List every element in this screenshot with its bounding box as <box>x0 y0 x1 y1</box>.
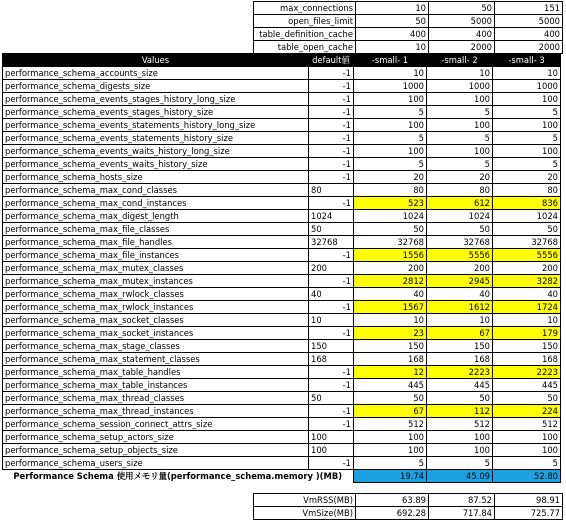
setting-value: 10 <box>356 2 429 15</box>
small-value: 5 <box>354 457 427 470</box>
table-row <box>3 106 561 119</box>
table-row <box>3 314 561 327</box>
small-value: 40 <box>493 288 561 301</box>
default-value: -1 <box>309 301 354 314</box>
small-value: 80 <box>427 184 493 197</box>
table-row <box>3 171 561 184</box>
variable-name: performance_schema_max_stage_classes <box>3 340 309 353</box>
default-value: -1 <box>309 67 354 80</box>
table-row <box>3 145 561 158</box>
performance-schema-table <box>2 53 561 483</box>
setting-value: 400 <box>495 28 563 41</box>
variable-name: performance_schema_max_table_instances <box>3 379 309 392</box>
default-value: 32768 <box>309 236 354 249</box>
column-header: -small- 2 <box>427 54 493 67</box>
table-row <box>3 353 561 366</box>
small-value: 2223 <box>427 366 493 379</box>
table-row <box>3 405 561 418</box>
memory-row <box>254 494 563 507</box>
setting-label: table_definition_cache <box>254 28 356 41</box>
setting-row <box>254 15 563 28</box>
setting-value: 2000 <box>495 41 563 54</box>
small-value: 32768 <box>427 236 493 249</box>
setting-value: 151 <box>495 2 563 15</box>
column-header: default値 <box>309 54 354 67</box>
header-row <box>3 54 561 67</box>
memory-row <box>254 507 563 520</box>
server-settings-table <box>253 1 563 54</box>
small-value: 100 <box>427 444 493 457</box>
table-row <box>3 340 561 353</box>
small-value: 200 <box>493 262 561 275</box>
default-value: -1 <box>309 249 354 262</box>
small-value: 5 <box>427 132 493 145</box>
table-row <box>3 379 561 392</box>
small-value: 2945 <box>427 275 493 288</box>
main-table-body <box>3 67 561 483</box>
small-value: 20 <box>493 171 561 184</box>
variable-name: performance_schema_events_statements_history_long_size <box>3 119 309 132</box>
default-value: 100 <box>309 431 354 444</box>
variable-name: performance_schema_max_mutex_classes <box>3 262 309 275</box>
small-value: 67 <box>354 405 427 418</box>
variable-name: performance_schema_max_rwlock_instances <box>3 301 309 314</box>
variable-name: performance_schema_events_stages_history_long_size <box>3 93 309 106</box>
small-value: 20 <box>354 171 427 184</box>
setting-value: 400 <box>356 28 429 41</box>
default-value: -1 <box>309 405 354 418</box>
small-value: 512 <box>354 418 427 431</box>
variable-name: performance_schema_max_file_classes <box>3 223 309 236</box>
column-header: -small- 3 <box>493 54 561 67</box>
default-value: -1 <box>309 457 354 470</box>
memory-value: 725.77 <box>495 507 563 520</box>
setting-row <box>254 28 563 41</box>
small-value: 150 <box>493 340 561 353</box>
table-row <box>3 80 561 93</box>
small-value: 23 <box>354 327 427 340</box>
default-value: -1 <box>309 275 354 288</box>
small-value: 100 <box>354 93 427 106</box>
setting-value: 2000 <box>429 41 495 54</box>
memory-usage-body <box>254 494 563 520</box>
small-value: 5 <box>427 106 493 119</box>
small-value: 150 <box>354 340 427 353</box>
memory-label: VmRSS(MB) <box>254 494 356 507</box>
small-value: 100 <box>493 431 561 444</box>
small-value: 836 <box>493 197 561 210</box>
small-value: 200 <box>427 262 493 275</box>
small-value: 168 <box>354 353 427 366</box>
variable-name: performance_schema_events_stages_history_size <box>3 106 309 119</box>
setting-row <box>254 2 563 15</box>
memory-summary-value: 52.80 <box>493 470 561 483</box>
small-value: 10 <box>354 314 427 327</box>
memory-value: 717.84 <box>429 507 495 520</box>
small-value: 1000 <box>427 80 493 93</box>
small-value: 168 <box>493 353 561 366</box>
variable-name: performance_schema_max_socket_instances <box>3 327 309 340</box>
default-value: -1 <box>309 119 354 132</box>
default-value: -1 <box>309 93 354 106</box>
default-value: 80 <box>309 184 354 197</box>
small-value: 168 <box>427 353 493 366</box>
memory-value: 692.28 <box>356 507 429 520</box>
table-row <box>3 223 561 236</box>
table-row <box>3 457 561 470</box>
default-value: -1 <box>309 171 354 184</box>
setting-value: 400 <box>429 28 495 41</box>
small-value: 40 <box>354 288 427 301</box>
table-row <box>3 431 561 444</box>
variable-name: performance_schema_max_mutex_instances <box>3 275 309 288</box>
small-value: 1024 <box>427 210 493 223</box>
small-value: 2223 <box>493 366 561 379</box>
small-value: 10 <box>493 314 561 327</box>
table-row <box>3 119 561 132</box>
default-value: -1 <box>309 327 354 340</box>
memory-usage-table <box>253 493 563 520</box>
small-value: 50 <box>354 223 427 236</box>
default-value: -1 <box>309 145 354 158</box>
small-value: 445 <box>427 379 493 392</box>
column-header: Values <box>3 54 309 67</box>
small-value: 5 <box>493 132 561 145</box>
variable-name: performance_schema_max_cond_instances <box>3 197 309 210</box>
small-value: 12 <box>354 366 427 379</box>
server-settings-body <box>254 2 563 54</box>
small-value: 10 <box>493 67 561 80</box>
table-row <box>3 418 561 431</box>
small-value: 100 <box>493 93 561 106</box>
default-value: 40 <box>309 288 354 301</box>
small-value: 10 <box>354 67 427 80</box>
default-value: -1 <box>309 379 354 392</box>
small-value: 5 <box>493 457 561 470</box>
default-value: 168 <box>309 353 354 366</box>
setting-label: open_files_limit <box>254 15 356 28</box>
small-value: 512 <box>493 418 561 431</box>
setting-label: max_connections <box>254 2 356 15</box>
table-row <box>3 132 561 145</box>
table-row <box>3 262 561 275</box>
small-value: 150 <box>427 340 493 353</box>
small-value: 612 <box>427 197 493 210</box>
small-value: 50 <box>354 392 427 405</box>
variable-name: performance_schema_setup_actors_size <box>3 431 309 444</box>
memory-value: 87.52 <box>429 494 495 507</box>
memory-value: 98.91 <box>495 494 563 507</box>
variable-name: performance_schema_events_waits_history_size <box>3 158 309 171</box>
small-value: 67 <box>427 327 493 340</box>
table-row <box>3 392 561 405</box>
small-value: 5556 <box>493 249 561 262</box>
small-value: 50 <box>493 223 561 236</box>
variable-name: performance_schema_hosts_size <box>3 171 309 184</box>
small-value: 5556 <box>427 249 493 262</box>
variable-name: performance_schema_max_table_handles <box>3 366 309 379</box>
small-value: 50 <box>427 223 493 236</box>
small-value: 32768 <box>493 236 561 249</box>
memory-label: VmSize(MB) <box>254 507 356 520</box>
small-value: 50 <box>427 392 493 405</box>
default-value: 50 <box>309 392 354 405</box>
variable-name: performance_schema_max_digest_length <box>3 210 309 223</box>
small-value: 5 <box>354 106 427 119</box>
default-value: -1 <box>309 418 354 431</box>
table-row <box>3 158 561 171</box>
small-value: 20 <box>427 171 493 184</box>
memory-value: 63.89 <box>356 494 429 507</box>
setting-value: 50 <box>356 15 429 28</box>
setting-row <box>254 41 563 54</box>
small-value: 112 <box>427 405 493 418</box>
main-table-header <box>3 54 561 67</box>
small-value: 445 <box>354 379 427 392</box>
table-row <box>3 210 561 223</box>
small-value: 5 <box>493 158 561 171</box>
small-value: 100 <box>493 444 561 457</box>
variable-name: performance_schema_digests_size <box>3 80 309 93</box>
memory-summary-label: Performance Schema 使用メモリ量(performance_schema.memory )(MB) <box>13 471 343 482</box>
table-row <box>3 93 561 106</box>
small-value: 523 <box>354 197 427 210</box>
variable-name: performance_schema_max_socket_classes <box>3 314 309 327</box>
variable-name: performance_schema_events_statements_history_size <box>3 132 309 145</box>
table-row <box>3 366 561 379</box>
variable-name: performance_schema_users_size <box>3 457 309 470</box>
small-value: 1000 <box>354 80 427 93</box>
small-value: 100 <box>493 119 561 132</box>
table-row <box>3 301 561 314</box>
small-value: 5 <box>427 158 493 171</box>
column-header: -small- 1 <box>354 54 427 67</box>
variable-name: performance_schema_max_thread_instances <box>3 405 309 418</box>
small-value: 1567 <box>354 301 427 314</box>
small-value: 3282 <box>493 275 561 288</box>
variable-name: performance_schema_accounts_size <box>3 67 309 80</box>
default-value: 150 <box>309 340 354 353</box>
small-value: 512 <box>427 418 493 431</box>
default-value: -1 <box>309 366 354 379</box>
setting-value: 10 <box>356 41 429 54</box>
small-value: 10 <box>427 314 493 327</box>
table-row <box>3 184 561 197</box>
default-value: 10 <box>309 314 354 327</box>
small-value: 1556 <box>354 249 427 262</box>
setting-value: 50 <box>429 2 495 15</box>
table-row <box>3 67 561 80</box>
small-value: 80 <box>493 184 561 197</box>
small-value: 5 <box>493 106 561 119</box>
default-value: -1 <box>309 132 354 145</box>
table-row <box>3 236 561 249</box>
small-value: 2812 <box>354 275 427 288</box>
variable-name: performance_schema_max_rwlock_classes <box>3 288 309 301</box>
table-row <box>3 197 561 210</box>
small-value: 1724 <box>493 301 561 314</box>
small-value: 1024 <box>354 210 427 223</box>
variable-name: performance_schema_max_file_instances <box>3 249 309 262</box>
table-row <box>3 249 561 262</box>
memory-summary-row <box>3 470 561 483</box>
small-value: 200 <box>354 262 427 275</box>
memory-summary-value: 19.74 <box>354 470 427 483</box>
small-value: 100 <box>427 431 493 444</box>
small-value: 224 <box>493 405 561 418</box>
small-value: 179 <box>493 327 561 340</box>
small-value: 5 <box>354 158 427 171</box>
small-value: 5 <box>354 132 427 145</box>
default-value: 100 <box>309 444 354 457</box>
small-value: 1612 <box>427 301 493 314</box>
setting-label: table_open_cache <box>254 41 356 54</box>
table-row <box>3 275 561 288</box>
small-value: 40 <box>427 288 493 301</box>
small-value: 1000 <box>493 80 561 93</box>
small-value: 5 <box>427 457 493 470</box>
variable-name: performance_schema_max_file_handles <box>3 236 309 249</box>
default-value: -1 <box>309 158 354 171</box>
setting-value: 5000 <box>495 15 563 28</box>
small-value: 100 <box>427 145 493 158</box>
small-value: 100 <box>493 145 561 158</box>
default-value: -1 <box>309 197 354 210</box>
setting-value: 5000 <box>429 15 495 28</box>
variable-name: performance_schema_setup_objects_size <box>3 444 309 457</box>
small-value: 100 <box>354 431 427 444</box>
small-value: 50 <box>493 392 561 405</box>
variable-name: performance_schema_events_waits_history_long_size <box>3 145 309 158</box>
memory-summary-value: 45.09 <box>427 470 493 483</box>
small-value: 100 <box>354 444 427 457</box>
small-value: 10 <box>427 67 493 80</box>
small-value: 32768 <box>354 236 427 249</box>
variable-name: performance_schema_session_connect_attrs_size <box>3 418 309 431</box>
small-value: 445 <box>493 379 561 392</box>
table-row <box>3 288 561 301</box>
small-value: 1024 <box>493 210 561 223</box>
table-row <box>3 444 561 457</box>
small-value: 100 <box>427 119 493 132</box>
default-value: 200 <box>309 262 354 275</box>
variable-name: performance_schema_max_thread_classes <box>3 392 309 405</box>
small-value: 100 <box>354 119 427 132</box>
default-value: 1024 <box>309 210 354 223</box>
small-value: 100 <box>427 93 493 106</box>
variable-name: performance_schema_max_statement_classes <box>3 353 309 366</box>
small-value: 100 <box>354 145 427 158</box>
variable-name: performance_schema_max_cond_classes <box>3 184 309 197</box>
default-value: 50 <box>309 223 354 236</box>
table-row <box>3 327 561 340</box>
default-value: -1 <box>309 106 354 119</box>
default-value: -1 <box>309 80 354 93</box>
small-value: 80 <box>354 184 427 197</box>
